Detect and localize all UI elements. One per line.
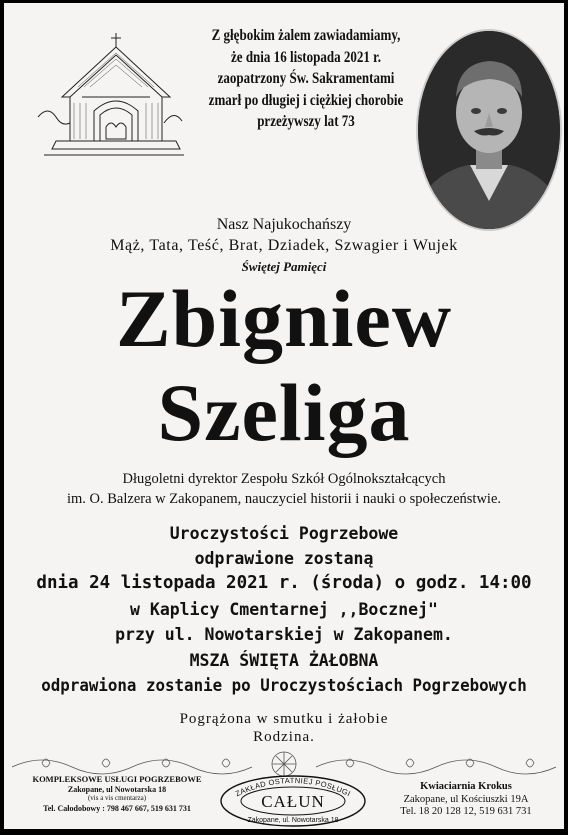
funeral-service-title: KOMPLEKSOWE USŁUGI POGRZEBOWE xyxy=(32,774,202,784)
memory-line: Świętej Pamięci xyxy=(241,259,327,274)
ceremony-street: przy ul. Nowotarskiej w Zakopanem. xyxy=(115,625,453,644)
intro-line: Z głębokim żalem zawiadamiamy, xyxy=(211,27,401,44)
funeral-service-info xyxy=(22,775,212,813)
ceremony-place: w Kaplicy Cmentarnej ,,Bocznej" xyxy=(130,600,438,619)
intro-line: zaopatrzony Św. Sakramentami xyxy=(217,70,395,87)
funeral-service-phone: Tel. Całodobowy : 798 467 667, 519 631 731 xyxy=(43,803,191,813)
logo-brand: CAŁUN xyxy=(261,792,325,811)
obituary-notice xyxy=(4,3,564,829)
beloved-line: Nasz Najukochańszy xyxy=(216,216,352,233)
mass-title: MSZA ŚWIĘTA ŻAŁOBNA xyxy=(189,651,379,670)
calun-logo xyxy=(218,771,368,827)
relations-line: Mąż, Tata, Teść, Brat, Dziadek, Szwagier i Wujek xyxy=(110,237,458,254)
florist-phone: Tel. 18 20 128 12, 519 631 731 xyxy=(400,806,532,817)
logo-arc-text: ZAKŁAD OSTATNIEJ POSŁUGI xyxy=(233,775,353,799)
ceremony-title: Uroczystości Pogrzebowe xyxy=(169,524,399,543)
ceremony-date: dnia 24 listopada 2021 r. (środa) o godz. 14:00 xyxy=(36,573,532,593)
intro-line: że dnia 16 listopada 2021 r. xyxy=(231,48,381,66)
florist-info xyxy=(376,781,556,819)
intro-line: przeżywszy lat 73 xyxy=(257,113,355,130)
grief-line: Pogrążona w smutku i żałobie xyxy=(179,711,389,727)
bio-line: Długoletni dyrektor Zespołu Szkół Ogólnokształcących xyxy=(122,471,446,487)
family-signature: Rodzina. xyxy=(253,729,315,745)
portrait-photo xyxy=(418,31,560,229)
death-announcement xyxy=(207,25,405,133)
bio-line: im. O. Balzera w Zakopanem, nauczyciel historii i nauki o społeczeństwie. xyxy=(66,491,502,507)
florist-title: Kwiaciarnia Krokus xyxy=(420,781,512,792)
first-name: Zbigniew xyxy=(115,273,453,364)
chapel-illustration xyxy=(34,31,184,159)
funeral-service-address: Zakopane, ul Nowotarska 18 xyxy=(67,784,167,794)
ceremony-line: odprawione zostaną xyxy=(194,549,374,568)
intro-line: zmarł po długiej i ciężkiej chorobie xyxy=(208,91,404,109)
mass-line: odprawiona zostanie po Uroczystościach Pogrzebowych xyxy=(41,676,527,696)
logo-address: Zakopane, ul. Nowotarska 18 xyxy=(247,817,339,824)
last-name: Szeliga xyxy=(157,367,411,458)
florist-address: Zakopane, ul Kościuszki 19A xyxy=(403,793,529,805)
funeral-service-note: (vis a vis cmentarza) xyxy=(87,794,147,802)
